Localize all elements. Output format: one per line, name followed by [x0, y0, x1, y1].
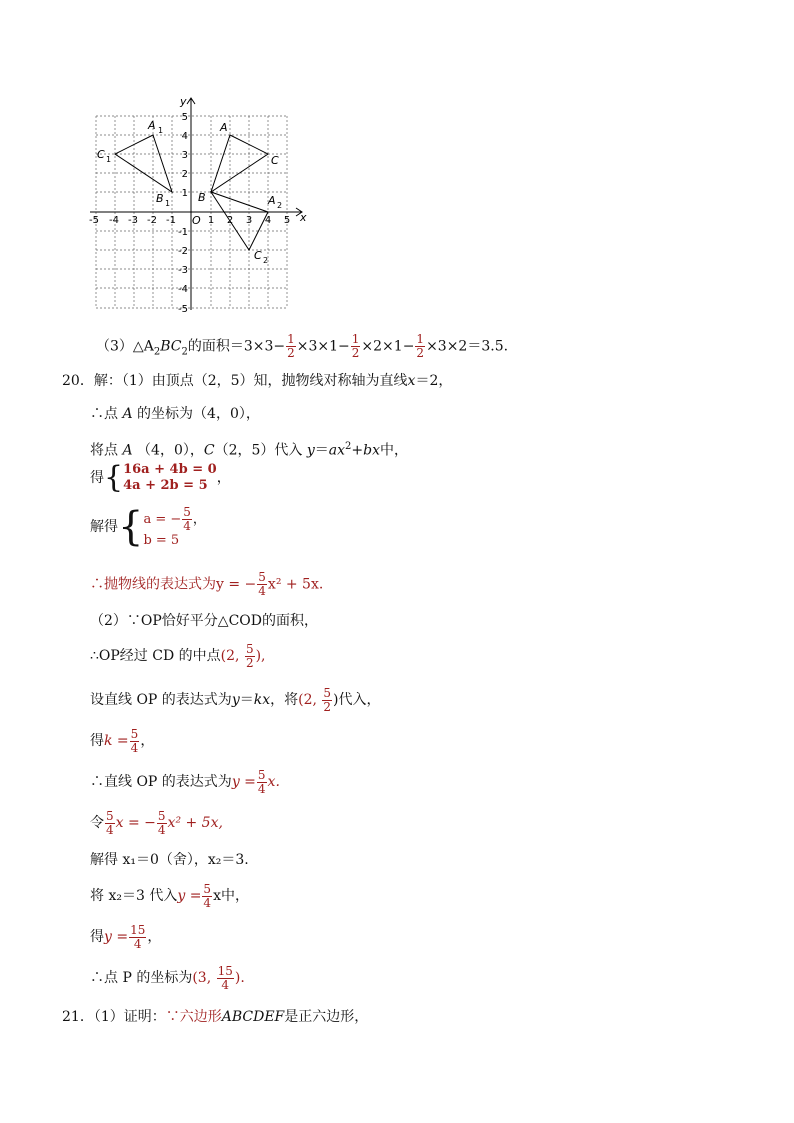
q20-line2: [90, 405, 260, 423]
x-tick-labels: [89, 215, 290, 226]
num: 15: [130, 922, 146, 937]
num: 5: [323, 685, 332, 700]
sub: 2: [181, 346, 188, 358]
var: x: [407, 373, 416, 389]
var: x² + 5x,: [167, 815, 223, 831]
text: ).: [234, 970, 245, 986]
x-tick: 2: [226, 215, 234, 226]
origin-label: O: [192, 214, 201, 227]
var: y =: [231, 774, 256, 790]
var: ax: [328, 442, 346, 459]
num: 5: [203, 881, 212, 896]
fraction: [182, 506, 192, 533]
y-tick: 3: [181, 150, 188, 161]
term: ×3×2＝3.5.: [426, 338, 509, 355]
den: 4: [129, 937, 146, 951]
x-tick: 1: [207, 215, 215, 226]
q20-y-value: [90, 922, 161, 952]
y-tick: 4: [181, 131, 188, 142]
den: 2: [245, 655, 254, 670]
text: 得: [90, 470, 104, 486]
system: [143, 506, 205, 549]
q20-part2: [90, 612, 318, 630]
half-fraction: [351, 333, 361, 360]
den: 4: [258, 584, 266, 598]
text: (3,: [192, 970, 216, 986]
y-tick: -5: [178, 304, 188, 314]
text: ＝: [314, 442, 329, 459]
y-tick: -2: [178, 246, 188, 257]
x-tick: -4: [109, 215, 119, 226]
y-tick: 1: [181, 188, 188, 199]
term: ×3×1: [296, 338, 339, 355]
var: A: [122, 442, 133, 459]
fraction: [157, 810, 167, 837]
text: x² + 5x.: [267, 576, 324, 593]
text: (2,: [220, 648, 244, 664]
x-axis-label: x: [300, 211, 307, 224]
text: ，: [140, 733, 155, 749]
x-tick: -2: [147, 215, 157, 226]
text: 令: [90, 815, 104, 831]
den: 4: [157, 822, 166, 837]
eq: 4a + 2b = 5: [123, 478, 208, 493]
text: 是正六边形，: [284, 1009, 369, 1025]
var: x = −: [115, 815, 156, 831]
fraction: [245, 643, 255, 670]
den: 4: [106, 822, 114, 837]
text: ∴OP经过 CD 的中点: [90, 648, 221, 664]
num: 5: [258, 570, 266, 584]
label-b1-sub: 1: [165, 199, 171, 208]
y-tick: 2: [181, 169, 188, 180]
sup: 2: [345, 441, 352, 452]
var: y =: [177, 888, 202, 904]
text: +: [351, 442, 364, 459]
q20-line-op: [90, 685, 381, 715]
text: ∴直线 OP 的表达式为: [90, 774, 232, 790]
q21-head: [62, 1008, 368, 1026]
text: ∴点: [90, 406, 118, 422]
den: 4: [203, 895, 212, 910]
num: 5: [157, 808, 166, 823]
label-c1-sub: 1: [106, 155, 112, 164]
q20-head: [62, 372, 452, 390]
fraction: [322, 687, 332, 714]
text: 将 x₂＝3 代入: [90, 888, 178, 904]
fraction: [257, 571, 267, 598]
part-label: （3）: [96, 338, 133, 355]
y-tick: -1: [178, 227, 188, 238]
var: bx: [363, 442, 380, 459]
label-c2-sub: 2: [263, 256, 269, 265]
triangle-a2bc2: [211, 192, 268, 250]
text: 21．（1）证明：: [62, 1009, 166, 1025]
fraction: [129, 924, 146, 951]
triangle-abc: [211, 135, 268, 192]
y-axis-label: y: [180, 95, 187, 108]
triangle-a1b1c1: [115, 135, 172, 192]
var: C: [203, 442, 215, 459]
area-prefix: △A: [132, 338, 154, 355]
num: 1: [351, 332, 360, 346]
text: （2，5）代入: [214, 442, 303, 459]
x-tick: -3: [128, 215, 138, 226]
label-c: C: [271, 154, 279, 167]
var: y: [231, 692, 240, 708]
den: 4: [217, 978, 234, 992]
fraction: [217, 965, 234, 992]
x-tick: 4: [264, 215, 272, 226]
label-a2-sub: 2: [277, 201, 283, 210]
half-fraction: [415, 333, 425, 360]
q20-midpoint: [90, 641, 266, 671]
den: 4: [183, 518, 191, 533]
text: ＝: [239, 692, 254, 708]
num: 5: [245, 641, 254, 656]
num: 5: [106, 808, 114, 823]
area-mid: BC: [160, 338, 182, 355]
fraction: [105, 810, 115, 837]
fraction: [257, 769, 267, 796]
q20-op-expr: [90, 767, 280, 797]
q20-solution: [90, 851, 249, 869]
den: 2: [287, 346, 295, 360]
x-tick: -5: [89, 215, 99, 226]
term: ×2×1: [361, 338, 403, 355]
text: ，: [147, 929, 162, 945]
text: (2,: [298, 692, 322, 708]
den: 2: [351, 346, 360, 360]
num: 15: [217, 963, 233, 978]
text: 解得: [90, 519, 118, 535]
x-tick: 5: [283, 215, 291, 226]
var: kx: [253, 692, 271, 708]
eq: a = −: [143, 511, 182, 527]
text: 20．解：（1）由顶点（2，5）知，抛物线对称轴为直线: [62, 373, 408, 389]
text: )代入，: [333, 692, 381, 708]
num: 5: [130, 726, 139, 741]
den: 4: [257, 781, 266, 796]
area-suffix: 的面积＝3×3: [187, 338, 274, 355]
text: x中，: [213, 888, 249, 904]
q20-equation: [90, 808, 223, 838]
text: ∵六边形: [165, 1009, 222, 1025]
label-c1: C: [97, 148, 105, 161]
var: ABCDEF: [221, 1009, 285, 1025]
var: A: [122, 406, 133, 422]
var: x.: [267, 774, 280, 790]
q20-system2: [90, 505, 206, 549]
fraction: [202, 883, 212, 910]
text: y = −: [216, 576, 257, 593]
num: 1: [416, 332, 425, 346]
text: 中，: [380, 442, 408, 459]
y-tick-labels: [178, 112, 188, 314]
sub: 2: [153, 346, 161, 358]
text: 解得 x₁＝0（舍），x₂＝3.: [90, 852, 249, 868]
q20-k: [90, 726, 154, 756]
fraction: [130, 728, 140, 755]
y-tick: -3: [178, 265, 188, 276]
text: ，: [192, 511, 206, 527]
label-c2: C: [254, 249, 262, 262]
label-b1: B: [156, 192, 164, 205]
var: y =: [104, 929, 129, 945]
label-a1-sub: 1: [158, 126, 164, 135]
text: 得: [90, 929, 104, 945]
text: ＝2，: [415, 373, 453, 389]
num: 1: [287, 332, 295, 346]
text: 的坐标为（4，0），: [137, 406, 260, 422]
x-tick: -1: [166, 215, 176, 226]
y-tick: -4: [178, 284, 188, 295]
den: 2: [323, 699, 332, 714]
q20-system1: [90, 462, 231, 494]
text: （4，0），: [137, 442, 204, 459]
var: y: [306, 442, 315, 459]
text: ，: [216, 470, 231, 486]
brace: {: [118, 504, 144, 550]
text: （2）∵OP恰好平分△COD的面积，: [90, 613, 318, 629]
q19-area-line: $(3)\triangle A_2BC_2$的面积＝3×3− $\frac{1}{2}$ ×3×1− $\frac{1}{2}$ ×2×1− $\frac{1}{2}$ ×3×2＝3.5.: [96, 332, 509, 360]
label-a1: A: [148, 119, 156, 132]
eq: 16a + 4b = 0: [123, 462, 217, 477]
text: 设直线 OP 的表达式为: [90, 692, 232, 708]
q20-line3: [90, 438, 408, 460]
y-tick: 5: [181, 112, 188, 123]
text: ),: [255, 648, 266, 664]
label-a: A: [220, 121, 228, 134]
den: 4: [130, 740, 139, 755]
half-fraction: [286, 333, 296, 360]
brace: {: [104, 460, 124, 495]
var: k =: [104, 733, 129, 749]
q20-point-p: [90, 963, 245, 993]
q20-substitute: [90, 881, 249, 911]
label-a2: A: [268, 194, 276, 207]
den: 2: [416, 346, 425, 360]
text: ∴抛物线的表达式为: [90, 576, 216, 593]
system: [123, 462, 217, 494]
num: 5: [257, 767, 266, 782]
label-b: B: [198, 191, 206, 204]
x-tick: 3: [245, 215, 253, 226]
text: 将点: [90, 442, 118, 459]
text: ∴点 P 的坐标为: [90, 970, 193, 986]
num: 5: [183, 504, 191, 519]
coordinate-graph: [88, 94, 318, 314]
text: 得: [90, 733, 104, 749]
eq: b = 5: [143, 532, 180, 548]
text: ，将: [270, 692, 299, 708]
q20-parabola: [90, 571, 323, 598]
